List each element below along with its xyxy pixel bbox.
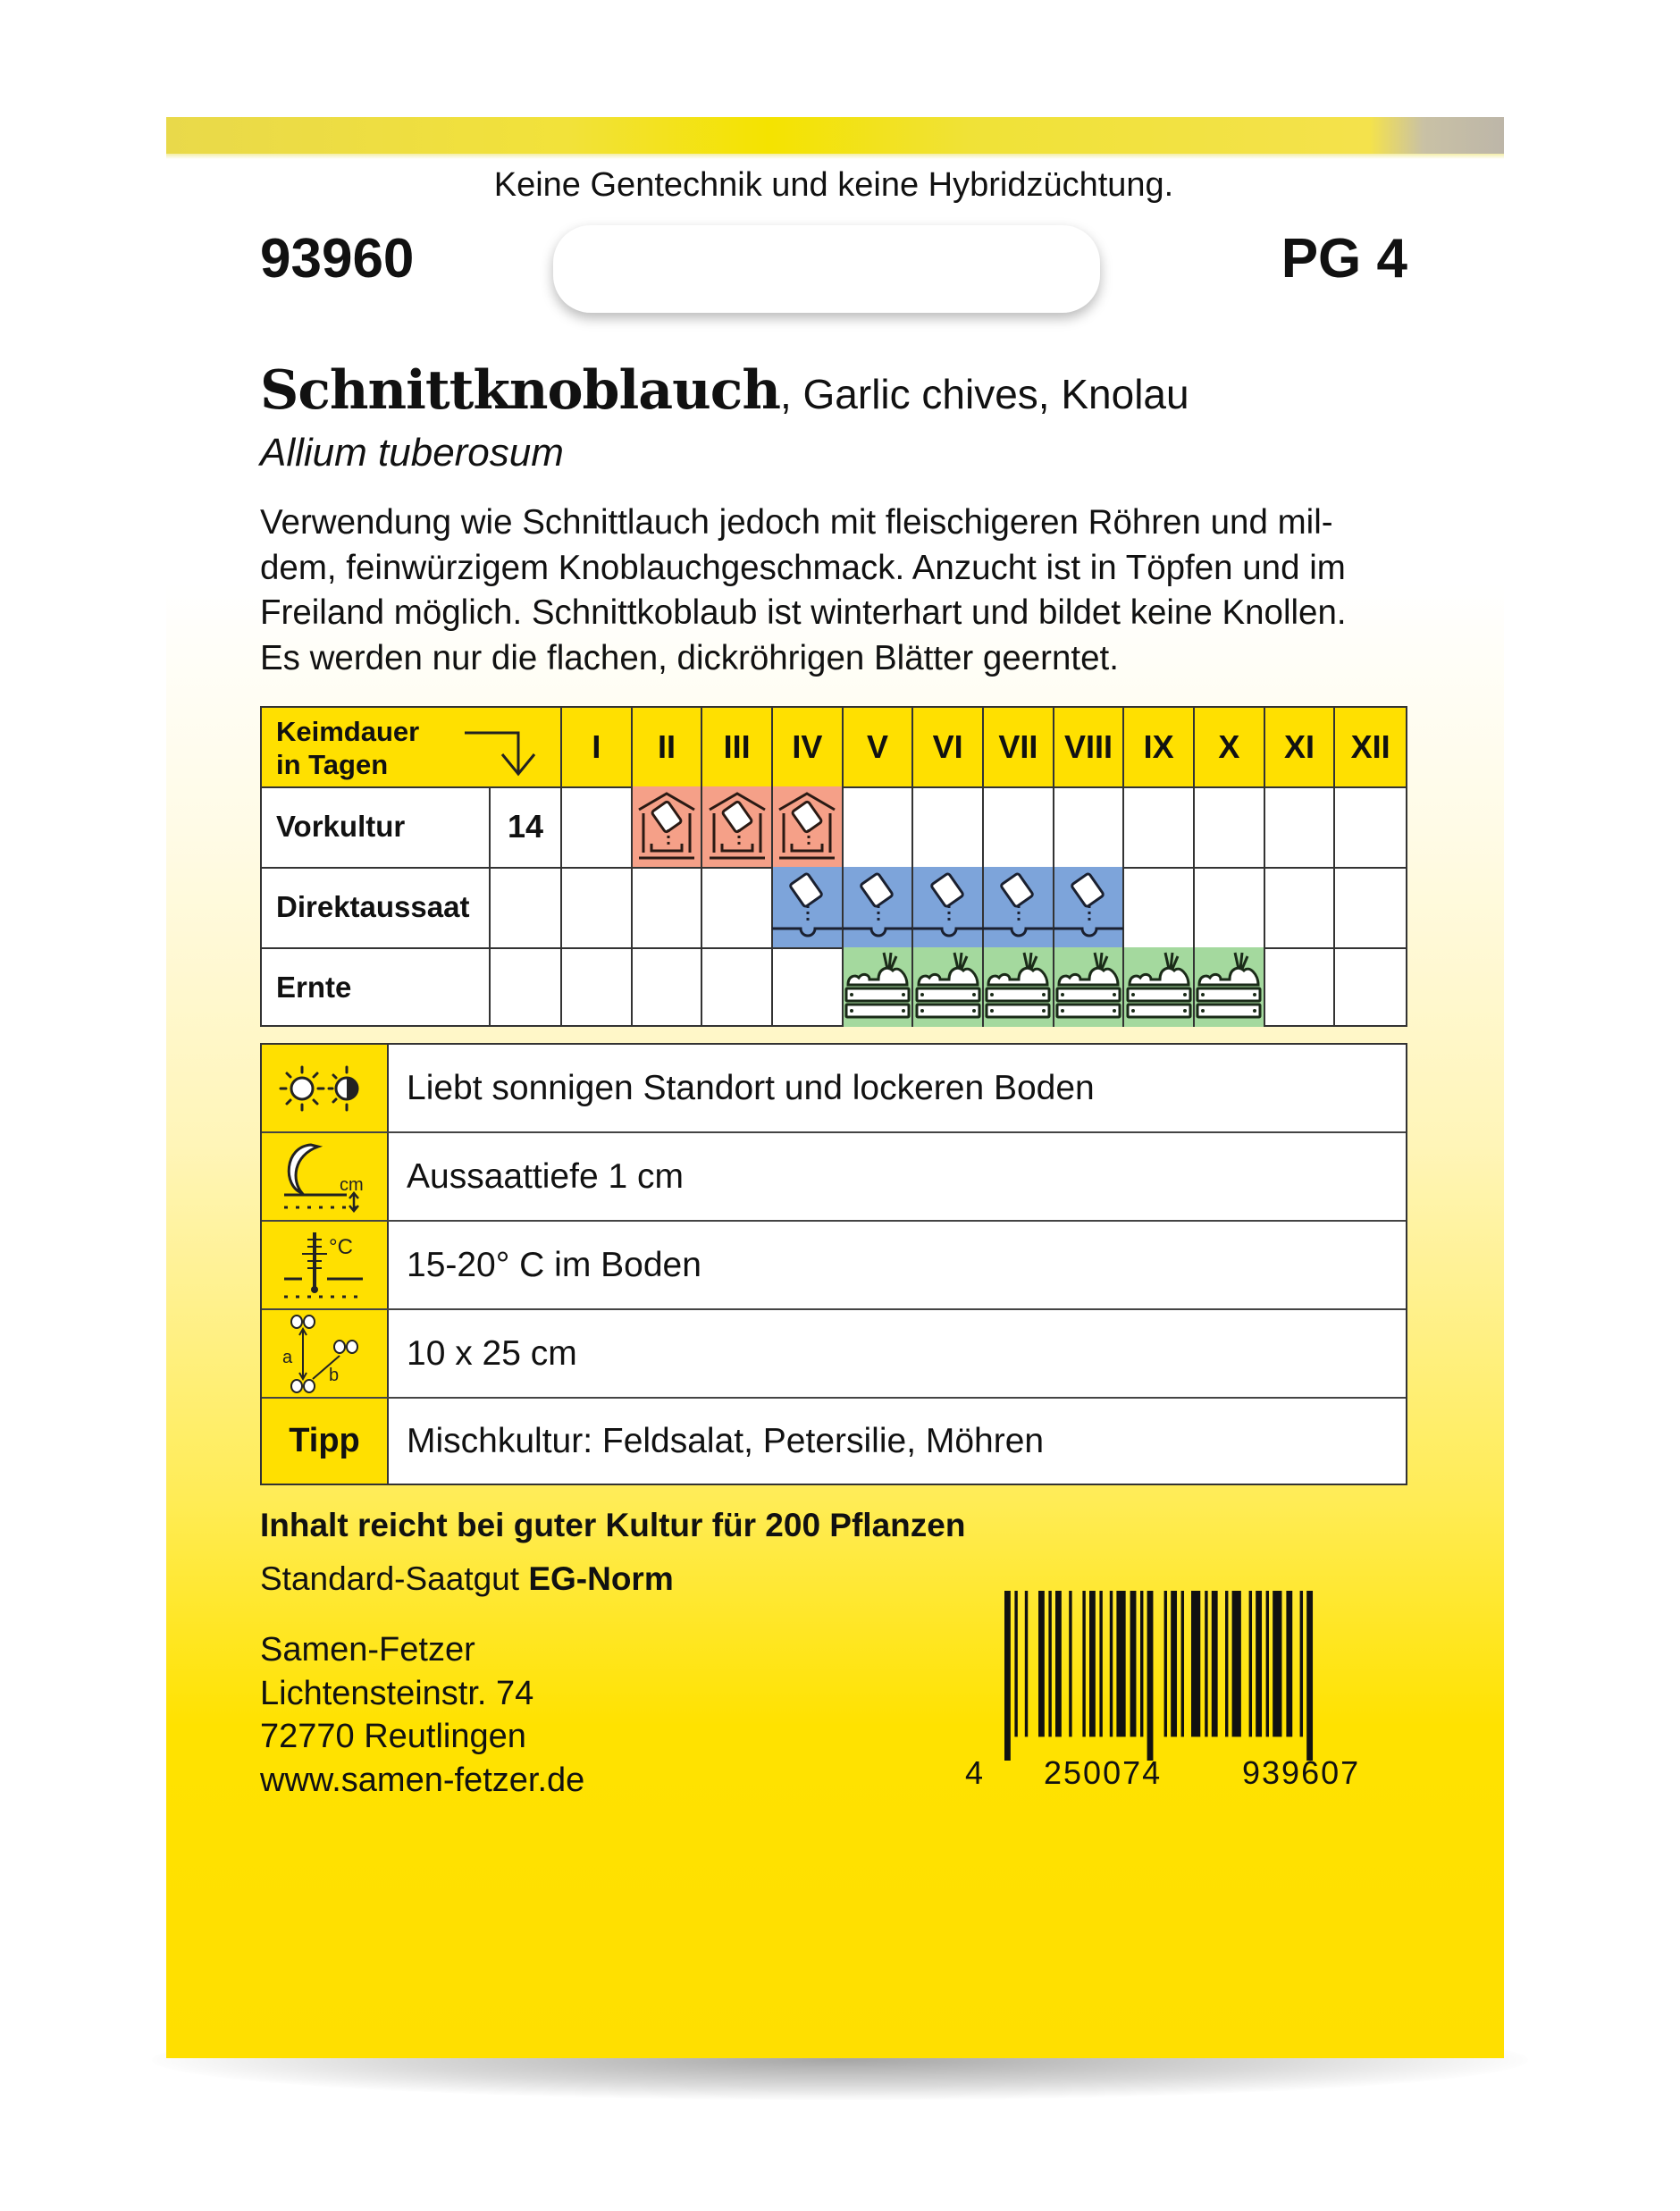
info-row-tip [262,1399,1406,1484]
greenhouse-sowing-icon [776,790,838,864]
germination-days-label [276,715,419,781]
month-header: II [633,708,703,786]
tip-label: Tipp [289,1422,360,1459]
soil-temperature-icon [275,1229,374,1302]
month-cell [844,867,914,947]
standard-norm: EG-Norm [528,1560,674,1597]
month-cell [1054,867,1125,947]
direct-sowing-icon [913,870,983,946]
harvest-crate-icon [913,947,983,1027]
month-cell [1195,786,1265,867]
sowing-calendar-table [260,706,1407,1027]
product-title [260,359,1189,425]
month-cell [913,786,984,867]
arrow-down-right-icon [463,727,543,778]
info-text: 15-20° C im Boden [407,1245,701,1284]
info-text: Mischkultur: Feldsalat, Petersilie, Möhren [407,1421,1045,1460]
month-cell [1335,947,1406,1027]
info-icon-cell [262,1222,389,1308]
month-cell [702,947,773,1027]
svg-text:°C: °C [329,1234,353,1259]
month-cell [913,947,984,1027]
calendar-row-direktaussaat [262,867,1406,949]
row-label: Vorkultur [262,786,491,867]
harvest-crate-icon [1124,947,1194,1027]
description-line: dem, feinwürzigem Knoblauchgeschmack. Anzucht ist in Töpfen und im [260,548,1346,587]
content-note: Inhalt reicht bei guter Kultur für 200 Pflanzen [260,1507,966,1543]
month-header: VI [913,708,984,786]
sun-halfshade-icon [275,1062,374,1115]
row-label: Ernte [262,947,491,1027]
month-cell [984,867,1054,947]
month-header: XI [1265,708,1336,786]
barcode-digit-first: 4 [965,1754,984,1791]
sowing-depth-icon [275,1141,374,1213]
calendar-row-vorkultur [262,786,1406,869]
month-cell [702,867,773,947]
street: Lichtensteinstr. 74 [260,1674,534,1712]
info-row-temperature [262,1222,1406,1310]
month-cell [633,947,703,1027]
month-cell [633,867,703,947]
month-header: III [702,708,773,786]
info-row-location [262,1045,1406,1133]
info-text: Liebt sonnigen Standort und lockeren Boden [407,1068,1095,1107]
month-cell [1335,867,1406,947]
tip-label-cell [262,1399,389,1484]
info-icon-cell [262,1045,389,1131]
website-link[interactable]: www.samen-fetzer.de [260,1761,585,1799]
month-cell [562,867,633,947]
info-row-spacing [262,1310,1406,1399]
packet-top-seal [166,117,1504,154]
plant-spacing-icon [275,1313,374,1395]
month-cell [984,947,1054,1027]
seal-edge [166,154,1504,159]
month-cell [773,786,844,867]
month-cell [1195,947,1265,1027]
month-cell [1124,786,1195,867]
month-header: IV [773,708,844,786]
direct-sowing-icon [983,870,1053,946]
calendar-row-ernte [262,947,1406,1027]
standard-prefix: Standard-Saatgut [260,1560,529,1597]
info-row-depth [262,1133,1406,1222]
description-line: Verwendung wie Schnittlauch jedoch mit fleischigeren Röhren und mil- [260,503,1333,542]
barcode-digits-left: 250074 [1044,1754,1163,1791]
month-cell [1265,786,1336,867]
month-header: I [562,708,633,786]
month-cell [562,947,633,1027]
germination-days-value: 14 [491,786,562,867]
harvest-crate-icon [983,947,1053,1027]
month-cell [844,947,914,1027]
month-cell [1124,867,1195,947]
month-header: VIII [1054,708,1125,786]
month-header: XII [1350,728,1390,765]
product-description [260,500,1422,681]
article-number: 93960 [260,228,415,290]
barcode-digits-right: 939607 [1242,1754,1361,1791]
product-name-german: Schnittknoblauch [260,359,780,422]
price-group: PG 4 [1281,228,1407,290]
month-cell [1054,786,1125,867]
month-cell [1335,786,1406,867]
description-line: Es werden nur die flachen, dickröhrigen Blätter geerntet. [260,638,1119,677]
direct-sowing-icon [1054,870,1123,946]
direct-sowing-icon [772,870,842,946]
gmo-free-tagline: Keine Gentechnik und keine Hybridzüchtung. [493,166,1174,204]
direct-sowing-icon [843,870,912,946]
month-cell [1265,867,1336,947]
month-cell [702,786,773,867]
month-cell [773,867,844,947]
month-cell [1054,947,1125,1027]
month-header: IX [1124,708,1195,786]
month-cell [773,947,844,1027]
month-cell [984,786,1054,867]
germination-days-value [491,867,562,947]
header-label-line1: Keimdauer [276,716,420,747]
greenhouse-sowing-icon [635,790,698,864]
row-label: Direktaussaat [262,867,491,947]
info-icon-cell [262,1310,389,1397]
month-cell [844,786,914,867]
latin-name: Allium tuberosum [260,431,564,475]
month-cell [913,867,984,947]
company-name: Samen-Fetzer [260,1631,475,1669]
month-cell [1265,947,1336,1027]
company-address [260,1628,584,1802]
hang-hole [553,225,1100,313]
description-line: Freiland möglich. Schnittkoblaub ist winterhart und bildet keine Knollen. [260,593,1347,632]
product-name-alternates: , Garlic chives, Knolau [779,371,1189,417]
info-text: Aussaattiefe 1 cm [407,1156,684,1196]
svg-text:cm: cm [340,1174,364,1195]
month-cell [1124,947,1195,1027]
harvest-crate-icon [1054,947,1123,1027]
harvest-crate-icon [843,947,912,1027]
header-label-line2: in Tagen [276,749,389,780]
growing-info-table [260,1043,1407,1485]
info-icon-cell [262,1133,389,1220]
month-cell [562,786,633,867]
city: 72770 Reutlingen [260,1718,526,1755]
info-text: 10 x 25 cm [407,1333,577,1373]
harvest-crate-icon [1194,947,1264,1027]
month-cell [1195,867,1265,947]
month-header: X [1195,708,1265,786]
svg-text:b: b [329,1365,340,1385]
svg-text:a: a [282,1347,293,1367]
calendar-header-row [262,708,1406,788]
germination-days-value [491,947,562,1027]
month-header: VII [984,708,1054,786]
month-header: V [844,708,914,786]
greenhouse-sowing-icon [706,790,769,864]
month-cell [633,786,703,867]
seed-standard [260,1555,674,1603]
germination-days-header [262,708,562,786]
ean-barcode [999,1591,1414,1761]
